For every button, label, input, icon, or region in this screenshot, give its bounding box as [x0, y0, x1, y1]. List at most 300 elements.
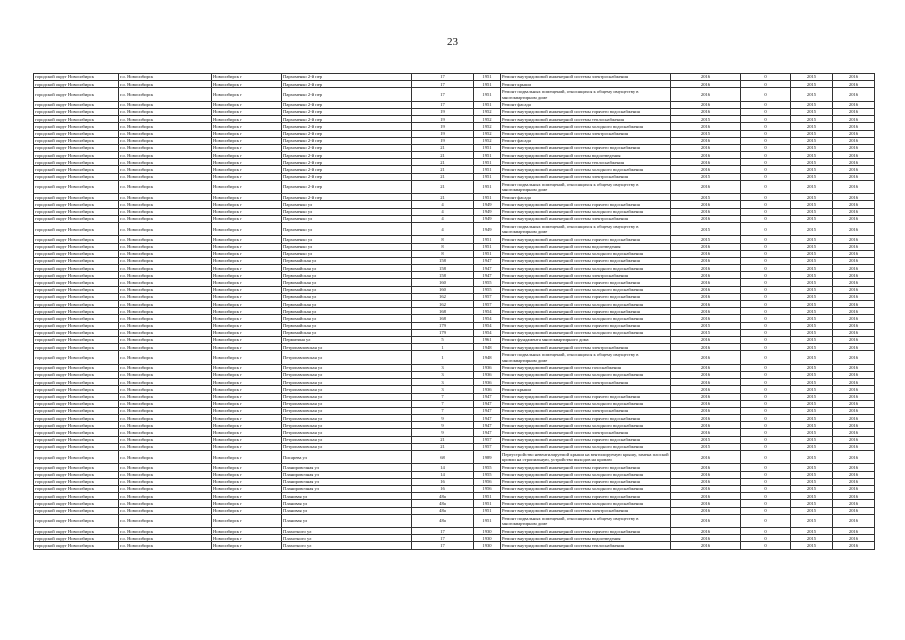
table-row — [34, 415, 875, 422]
cell-cost: 0 — [741, 166, 791, 173]
cell-work-type: Ремонт подвальных помещений, относящихся к общему имуществу в многоквартирном доме — [501, 222, 671, 235]
cell-cost: 0 — [741, 301, 791, 308]
cell-municipality: городской округ Новосибирск — [34, 471, 119, 478]
cell-build-year: 1949 — [474, 208, 501, 215]
cell-municipality: городской округ Новосибирск — [34, 236, 119, 243]
cell-house-number: 14 — [412, 471, 474, 478]
cell-house-number: 168 — [412, 308, 474, 315]
cell-settlement: Новосибирск г — [212, 436, 282, 443]
cell-period-end: 2016 — [833, 81, 875, 88]
cell-street: Петропавловская ул — [282, 429, 412, 436]
cell-municipality: городской округ Новосибирск — [34, 436, 119, 443]
table-row — [34, 173, 875, 180]
cell-build-year: 1951 — [474, 507, 501, 514]
cell-build-year: 1951 — [474, 250, 501, 257]
cell-build-year: 1952 — [474, 116, 501, 123]
cell-street: Пермитина ул — [282, 336, 412, 343]
cell-period-end: 2016 — [833, 222, 875, 235]
cell-municipality: городской округ Новосибирск — [34, 301, 119, 308]
table-row — [34, 222, 875, 235]
cell-period-start: 2015 — [791, 286, 833, 293]
cell-street: Петропавловская ул — [282, 386, 412, 393]
cell-period-end: 2016 — [833, 351, 875, 364]
cell-street: Пархоменко ул — [282, 201, 412, 208]
cell-period-end: 2016 — [833, 429, 875, 436]
cell-municipality: городской округ Новосибирск — [34, 81, 119, 88]
cell-municipality: городской округ Новосибирск — [34, 74, 119, 81]
cell-period-start: 2015 — [791, 222, 833, 235]
cell-period-start: 2015 — [791, 344, 833, 351]
cell-municipality: городской округ Новосибирск — [34, 386, 119, 393]
cell-build-year: 1951 — [474, 101, 501, 108]
cell-street: Первомайская ул — [282, 329, 412, 336]
cell-settlement: Новосибирск г — [212, 478, 282, 485]
cell-settlement: Новосибирск г — [212, 108, 282, 115]
cell-district: г.о. Новосибирск — [119, 436, 212, 443]
cell-house-number: 19 — [412, 108, 474, 115]
cell-period-start: 2015 — [791, 74, 833, 81]
cell-build-year: 1947 — [474, 257, 501, 264]
cell-period-end: 2016 — [833, 236, 875, 243]
cell-municipality: городской округ Новосибирск — [34, 507, 119, 514]
cell-municipality: городской округ Новосибирск — [34, 116, 119, 123]
cell-settlement: Новосибирск г — [212, 443, 282, 450]
cell-planned-year: 2015 — [671, 322, 741, 329]
cell-street: Пархоменко 2-й пер — [282, 108, 412, 115]
cell-house-number: 21 — [412, 166, 474, 173]
cell-district: г.о. Новосибирск — [119, 88, 212, 101]
cell-settlement: Новосибирск г — [212, 528, 282, 535]
cell-build-year: 1957 — [474, 293, 501, 300]
cell-cost: 0 — [741, 74, 791, 81]
table-row — [34, 74, 875, 81]
cell-cost: 0 — [741, 286, 791, 293]
cell-settlement: Новосибирск г — [212, 144, 282, 151]
cell-street: Первомайская ул — [282, 293, 412, 300]
cell-work-type: Ремонт внутридомовой инженерной системы электроснабжения — [501, 379, 671, 386]
table-row — [34, 308, 875, 315]
cell-settlement: Новосибирск г — [212, 451, 282, 464]
cell-build-year: 1949 — [474, 201, 501, 208]
cell-planned-year: 2016 — [671, 159, 741, 166]
cell-cost: 0 — [741, 451, 791, 464]
cell-period-end: 2016 — [833, 436, 875, 443]
cell-house-number: 48а — [412, 493, 474, 500]
cell-district: г.о. Новосибирск — [119, 166, 212, 173]
cell-street: Петропавловская ул — [282, 344, 412, 351]
cell-cost: 0 — [741, 386, 791, 393]
cell-municipality: городской округ Новосибирск — [34, 137, 119, 144]
cell-house-number: 19 — [412, 137, 474, 144]
cell-period-end: 2016 — [833, 166, 875, 173]
table-row — [34, 371, 875, 378]
table-row — [34, 152, 875, 159]
cell-build-year: 1951 — [474, 514, 501, 527]
cell-street: Первомайская ул — [282, 322, 412, 329]
cell-municipality: городской округ Новосибирск — [34, 144, 119, 151]
cell-period-start: 2015 — [791, 407, 833, 414]
table-row — [34, 301, 875, 308]
table-row — [34, 88, 875, 101]
cell-build-year: 1954 — [474, 322, 501, 329]
table-row — [34, 493, 875, 500]
cell-municipality: городской округ Новосибирск — [34, 364, 119, 371]
cell-district: г.о. Новосибирск — [119, 257, 212, 264]
cell-work-type: Ремонт внутридомовой инженерной системы холодного водоснабжения — [501, 265, 671, 272]
cell-period-start: 2015 — [791, 279, 833, 286]
cell-build-year: 1952 — [474, 130, 501, 137]
cell-period-start: 2015 — [791, 265, 833, 272]
cell-district: г.о. Новосибирск — [119, 451, 212, 464]
cell-build-year: 1954 — [474, 329, 501, 336]
cell-planned-year: 2016 — [671, 429, 741, 436]
cell-settlement: Новосибирск г — [212, 393, 282, 400]
cell-build-year: 1961 — [474, 336, 501, 343]
cell-cost: 0 — [741, 407, 791, 414]
cell-house-number: 160 — [412, 279, 474, 286]
cell-street: Пархоменко 2-й пер — [282, 137, 412, 144]
cell-street: Пархоменко ул — [282, 250, 412, 257]
cell-work-type: Ремонт внутридомовой инженерной системы водоотведения — [501, 152, 671, 159]
cell-period-start: 2015 — [791, 130, 833, 137]
cell-cost: 0 — [741, 265, 791, 272]
cell-work-type: Ремонт подвальных помещений, относящихся к общему имуществу в многоквартирном доме — [501, 514, 671, 527]
cell-build-year: 1952 — [474, 123, 501, 130]
cell-street: Петропавловская ул — [282, 393, 412, 400]
cell-period-start: 2015 — [791, 123, 833, 130]
table-row — [34, 236, 875, 243]
table-row — [34, 322, 875, 329]
cell-period-start: 2015 — [791, 101, 833, 108]
cell-house-number: 8 — [412, 243, 474, 250]
cell-period-end: 2016 — [833, 173, 875, 180]
cell-cost: 0 — [741, 344, 791, 351]
cell-period-end: 2016 — [833, 152, 875, 159]
cell-cost: 0 — [741, 243, 791, 250]
cell-period-start: 2015 — [791, 116, 833, 123]
cell-settlement: Новосибирск г — [212, 208, 282, 215]
cell-planned-year: 2016 — [671, 451, 741, 464]
cell-district: г.о. Новосибирск — [119, 272, 212, 279]
cell-planned-year: 2016 — [671, 265, 741, 272]
cell-district: г.о. Новосибирск — [119, 130, 212, 137]
cell-municipality: городской округ Новосибирск — [34, 159, 119, 166]
cell-work-type: Ремонт внутридомовой инженерной системы электроснабжения — [501, 344, 671, 351]
cell-house-number: 4 — [412, 201, 474, 208]
cell-work-type: Ремонт крыши — [501, 386, 671, 393]
cell-period-end: 2016 — [833, 194, 875, 201]
cell-cost: 0 — [741, 81, 791, 88]
cell-municipality: городской округ Новосибирск — [34, 286, 119, 293]
cell-municipality: городской округ Новосибирск — [34, 257, 119, 264]
cell-house-number: 168 — [412, 315, 474, 322]
cell-planned-year: 2015 — [671, 222, 741, 235]
cell-house-number: 17 — [412, 542, 474, 549]
cell-work-type: Ремонт внутридомовой инженерной системы электроснабжения — [501, 407, 671, 414]
cell-district: г.о. Новосибирск — [119, 194, 212, 201]
cell-period-end: 2016 — [833, 208, 875, 215]
cell-municipality: городской округ Новосибирск — [34, 493, 119, 500]
cell-work-type: Ремонт внутридомовой инженерной системы горячего водоснабжения — [501, 108, 671, 115]
cell-period-start: 2015 — [791, 322, 833, 329]
cell-period-end: 2016 — [833, 315, 875, 322]
cell-house-number: 8 — [412, 236, 474, 243]
cell-settlement: Новосибирск г — [212, 137, 282, 144]
cell-municipality: городской округ Новосибирск — [34, 293, 119, 300]
cell-district: г.о. Новосибирск — [119, 108, 212, 115]
cell-district: г.о. Новосибирск — [119, 236, 212, 243]
cell-planned-year: 2016 — [671, 315, 741, 322]
table-row — [34, 429, 875, 436]
cell-build-year: 1936 — [474, 364, 501, 371]
cell-municipality: городской округ Новосибирск — [34, 180, 119, 193]
cell-municipality: городской округ Новосибирск — [34, 130, 119, 137]
cell-settlement: Новосибирск г — [212, 293, 282, 300]
cell-settlement: Новосибирск г — [212, 422, 282, 429]
cell-street: Плановая ул — [282, 507, 412, 514]
cell-work-type: Ремонт фасада — [501, 101, 671, 108]
cell-settlement: Новосибирск г — [212, 344, 282, 351]
cell-build-year: 1947 — [474, 400, 501, 407]
table-row — [34, 393, 875, 400]
cell-planned-year: 2016 — [671, 351, 741, 364]
cell-municipality: городской округ Новосибирск — [34, 315, 119, 322]
cell-municipality: городской округ Новосибирск — [34, 400, 119, 407]
cell-street: Первомайская ул — [282, 308, 412, 315]
cell-district: г.о. Новосибирск — [119, 514, 212, 527]
table-row — [34, 351, 875, 364]
cell-district: г.о. Новосибирск — [119, 315, 212, 322]
cell-cost: 0 — [741, 101, 791, 108]
cell-work-type: Ремонт внутридомовой инженерной системы холодного водоснабжения — [501, 485, 671, 492]
cell-work-type: Ремонт внутридомовой инженерной системы горячего водоснабжения — [501, 493, 671, 500]
cell-build-year: 1951 — [474, 88, 501, 101]
table-row — [34, 137, 875, 144]
cell-work-type: Ремонт внутридомовой инженерной системы электроснабжения — [501, 507, 671, 514]
cell-work-type: Ремонт внутридомовой инженерной системы холодного водоснабжения — [501, 250, 671, 257]
cell-street: Пархоменко 2-й пер — [282, 159, 412, 166]
cell-settlement: Новосибирск г — [212, 315, 282, 322]
cell-period-end: 2016 — [833, 485, 875, 492]
cell-build-year: 1955 — [474, 464, 501, 471]
table-row — [34, 478, 875, 485]
cell-street: Планировочная ул — [282, 471, 412, 478]
cell-work-type: Ремонт внутридомовой инженерной системы горячего водоснабжения — [501, 257, 671, 264]
cell-district: г.о. Новосибирск — [119, 243, 212, 250]
cell-work-type: Ремонт внутридомовой инженерной системы горячего водоснабжения — [501, 478, 671, 485]
cell-work-type: Ремонт внутридомовой инженерной системы горячего водоснабжения — [501, 144, 671, 151]
cell-settlement: Новосибирск г — [212, 286, 282, 293]
cell-house-number: 17 — [412, 81, 474, 88]
cell-cost: 0 — [741, 257, 791, 264]
cell-district: г.о. Новосибирск — [119, 322, 212, 329]
table-body — [34, 74, 875, 550]
cell-street: Пархоменко 2-й пер — [282, 74, 412, 81]
cell-settlement: Новосибирск г — [212, 265, 282, 272]
cell-period-end: 2016 — [833, 322, 875, 329]
cell-settlement: Новосибирск г — [212, 201, 282, 208]
cell-municipality: городской округ Новосибирск — [34, 208, 119, 215]
cell-cost: 0 — [741, 507, 791, 514]
table-row — [34, 180, 875, 193]
cell-municipality: городской округ Новосибирск — [34, 535, 119, 542]
cell-district: г.о. Новосибирск — [119, 393, 212, 400]
cell-street: Плахотного ул — [282, 528, 412, 535]
cell-period-end: 2016 — [833, 542, 875, 549]
cell-house-number: 19 — [412, 130, 474, 137]
cell-house-number: 17 — [412, 74, 474, 81]
cell-work-type: Ремонт внутридомовой инженерной системы теплоснабжения — [501, 116, 671, 123]
cell-period-start: 2015 — [791, 243, 833, 250]
cell-house-number: 17 — [412, 88, 474, 101]
cell-planned-year: 2016 — [671, 471, 741, 478]
cell-planned-year: 2016 — [671, 74, 741, 81]
table-row — [34, 407, 875, 414]
table-row — [34, 265, 875, 272]
cell-street: Пархоменко 2-й пер — [282, 116, 412, 123]
cell-build-year: 1951 — [474, 81, 501, 88]
cell-district: г.о. Новосибирск — [119, 301, 212, 308]
cell-municipality: городской округ Новосибирск — [34, 393, 119, 400]
cell-cost: 0 — [741, 194, 791, 201]
cell-period-start: 2015 — [791, 81, 833, 88]
cell-build-year: 1951 — [474, 74, 501, 81]
cell-settlement: Новосибирск г — [212, 116, 282, 123]
cell-cost: 0 — [741, 443, 791, 450]
table-row — [34, 108, 875, 115]
cell-municipality: городской округ Новосибирск — [34, 322, 119, 329]
cell-municipality: городской округ Новосибирск — [34, 379, 119, 386]
cell-build-year: 1948 — [474, 351, 501, 364]
cell-house-number: 1 — [412, 351, 474, 364]
cell-municipality: городской округ Новосибирск — [34, 308, 119, 315]
cell-period-end: 2016 — [833, 528, 875, 535]
cell-municipality: городской округ Новосибирск — [34, 371, 119, 378]
cell-period-end: 2016 — [833, 159, 875, 166]
table-row — [34, 400, 875, 407]
cell-district: г.о. Новосибирск — [119, 507, 212, 514]
table-row — [34, 194, 875, 201]
table-row — [34, 422, 875, 429]
cell-cost: 0 — [741, 108, 791, 115]
cell-build-year: 1954 — [474, 308, 501, 315]
cell-district: г.о. Новосибирск — [119, 344, 212, 351]
table-row — [34, 329, 875, 336]
cell-municipality: городской округ Новосибирск — [34, 222, 119, 235]
cell-period-start: 2015 — [791, 464, 833, 471]
table-row — [34, 215, 875, 222]
table-row — [34, 286, 875, 293]
cell-period-end: 2016 — [833, 407, 875, 414]
cell-cost: 0 — [741, 116, 791, 123]
cell-house-number: 4 — [412, 215, 474, 222]
cell-period-start: 2015 — [791, 528, 833, 535]
cell-period-end: 2016 — [833, 116, 875, 123]
cell-period-end: 2016 — [833, 344, 875, 351]
cell-work-type: Ремонт внутридомовой инженерной системы горячего водоснабжения — [501, 464, 671, 471]
cell-planned-year: 2015 — [671, 130, 741, 137]
cell-build-year: 1951 — [474, 166, 501, 173]
cell-period-start: 2015 — [791, 485, 833, 492]
table-row — [34, 528, 875, 535]
cell-period-start: 2015 — [791, 236, 833, 243]
cell-municipality: городской округ Новосибирск — [34, 88, 119, 101]
cell-settlement: Новосибирск г — [212, 322, 282, 329]
cell-period-start: 2015 — [791, 535, 833, 542]
cell-build-year: 1951 — [474, 159, 501, 166]
cell-period-start: 2015 — [791, 88, 833, 101]
cell-planned-year: 2016 — [671, 485, 741, 492]
cell-municipality: городской округ Новосибирск — [34, 173, 119, 180]
cell-period-end: 2016 — [833, 478, 875, 485]
cell-planned-year: 2016 — [671, 528, 741, 535]
cell-house-number: 5 — [412, 336, 474, 343]
cell-build-year: 1947 — [474, 429, 501, 436]
cell-municipality: городской округ Новосибирск — [34, 528, 119, 535]
cell-cost: 0 — [741, 236, 791, 243]
cell-build-year: 1936 — [474, 371, 501, 378]
cell-cost: 0 — [741, 315, 791, 322]
cell-municipality: городской округ Новосибирск — [34, 514, 119, 527]
cell-house-number: 9 — [412, 422, 474, 429]
cell-build-year: 1954 — [474, 315, 501, 322]
cell-settlement: Новосибирск г — [212, 159, 282, 166]
cell-work-type: Ремонт внутридомовой инженерной системы холодного водоснабжения — [501, 443, 671, 450]
cell-period-start: 2015 — [791, 478, 833, 485]
cell-house-number: 7 — [412, 393, 474, 400]
cell-municipality: городской округ Новосибирск — [34, 108, 119, 115]
cell-period-end: 2016 — [833, 265, 875, 272]
cell-period-end: 2016 — [833, 507, 875, 514]
cell-street: Пархоменко 2-й пер — [282, 101, 412, 108]
cell-house-number: 160 — [412, 286, 474, 293]
cell-build-year: 1949 — [474, 222, 501, 235]
cell-settlement: Новосибирск г — [212, 152, 282, 159]
cell-cost: 0 — [741, 208, 791, 215]
cell-work-type: Ремонт внутридомовой инженерной системы горячего водоснабжения — [501, 393, 671, 400]
cell-build-year: 1957 — [474, 301, 501, 308]
page-number: 23 — [447, 36, 458, 48]
cell-settlement: Новосибирск г — [212, 222, 282, 235]
table-row — [34, 485, 875, 492]
cell-build-year: 1947 — [474, 393, 501, 400]
table-row — [34, 123, 875, 130]
cell-district: г.о. Новосибирск — [119, 222, 212, 235]
table-row — [34, 344, 875, 351]
cell-work-type: Ремонт внутридомовой инженерной системы холодного водоснабжения — [501, 471, 671, 478]
cell-period-start: 2015 — [791, 180, 833, 193]
cell-period-start: 2015 — [791, 301, 833, 308]
cell-planned-year: 2015 — [671, 436, 741, 443]
cell-municipality: городской округ Новосибирск — [34, 351, 119, 364]
cell-settlement: Новосибирск г — [212, 301, 282, 308]
cell-cost: 0 — [741, 400, 791, 407]
cell-planned-year: 2016 — [671, 400, 741, 407]
cell-period-end: 2016 — [833, 201, 875, 208]
cell-settlement: Новосибирск г — [212, 88, 282, 101]
table-row — [34, 443, 875, 450]
cell-district: г.о. Новосибирск — [119, 400, 212, 407]
cell-build-year: 1955 — [474, 471, 501, 478]
cell-work-type: Ремонт крыши — [501, 81, 671, 88]
cell-period-end: 2016 — [833, 308, 875, 315]
cell-work-type: Ремонт внутридомовой инженерной системы электроснабжения — [501, 429, 671, 436]
cell-period-end: 2016 — [833, 250, 875, 257]
cell-district: г.о. Новосибирск — [119, 201, 212, 208]
cell-period-start: 2015 — [791, 443, 833, 450]
cell-cost: 0 — [741, 293, 791, 300]
cell-period-start: 2015 — [791, 173, 833, 180]
